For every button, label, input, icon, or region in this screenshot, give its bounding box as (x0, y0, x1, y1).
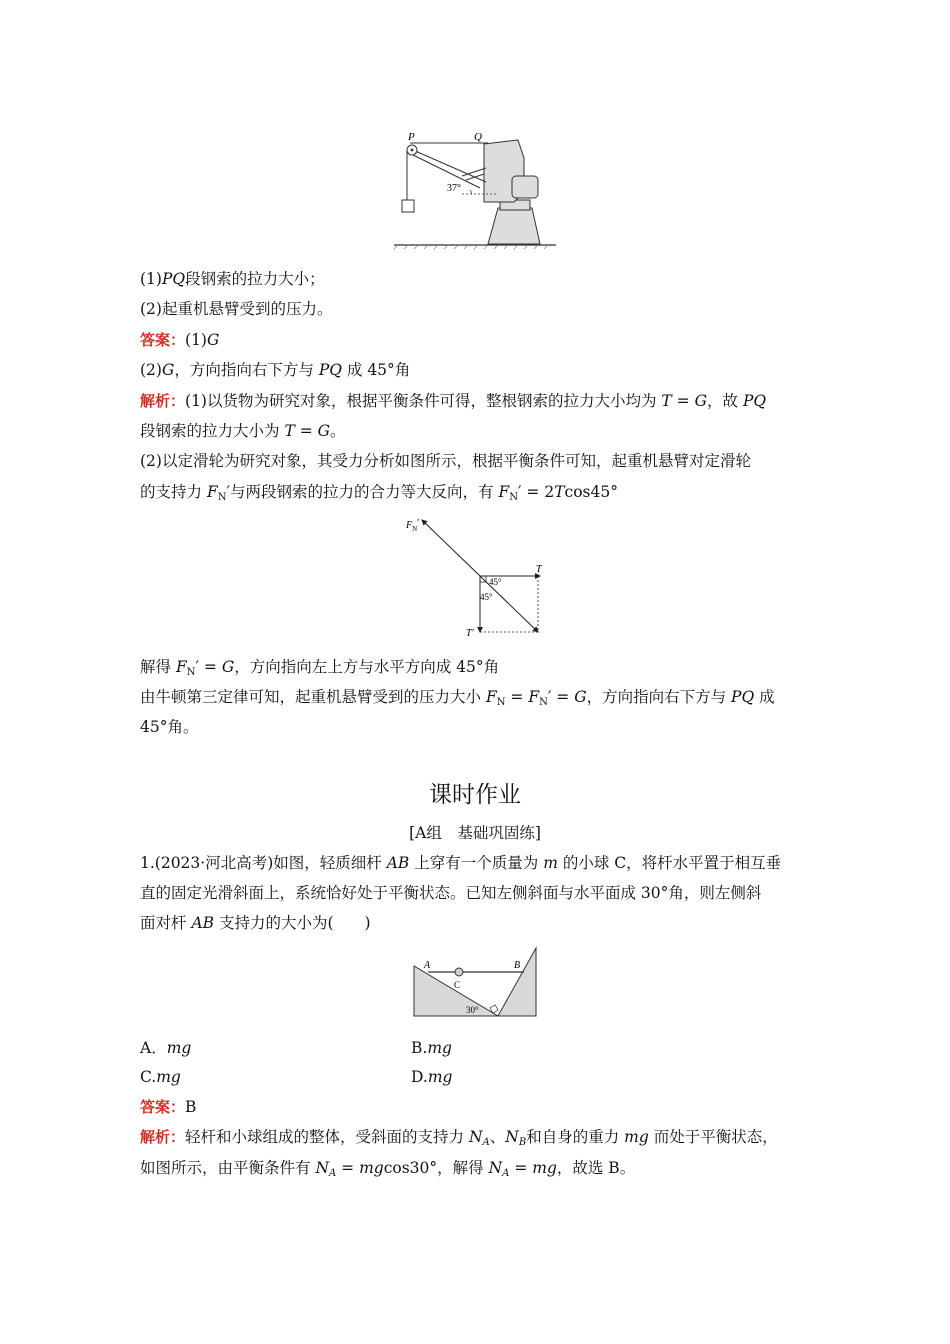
solve-line-2: 由牛顿第三定律可知，起重机悬臂受到的压力大小 $F_N = F_N' = G$，方向指向右下方与 PQ 成 (140, 688, 775, 708)
crane-box (512, 176, 538, 198)
section-subtitle: [A组 基础巩固练] (409, 824, 541, 842)
label-angle: 37° (447, 183, 461, 194)
answer-line-2: (2)G，方向指向右下方与 PQ 成 45°角 (140, 361, 411, 379)
force-diagram (400, 514, 550, 640)
label-a: A (424, 960, 431, 971)
option-c[interactable]: C.mg (140, 1068, 181, 1086)
fn-arrow (422, 520, 480, 576)
solve-line-3: 45°角。 (140, 718, 199, 736)
label-angle-2: 45° (480, 592, 493, 602)
answer-line-1: 答案：(1)G (140, 331, 220, 349)
option-b[interactable]: B.mg (411, 1039, 452, 1057)
analysis-line-3: (2)以定滑轮为研究对象，其受力分析如图所示，根据平衡条件可知，起重机悬臂对定滑轮 (140, 452, 751, 470)
q1-line-3: 面对杆 AB 支持力的大小为( ) (140, 914, 371, 932)
q1-line-2: 直的固定光滑斜面上，系统恰好处于平衡状态。已知左侧斜面与水平面成 30°角，则左侧斜 (140, 884, 762, 902)
option-a[interactable]: A．mg (140, 1039, 192, 1057)
q1-line-1: 1.(2023·河北高考)如图，轻质细杆 AB 上穿有一个质量为 m 的小球 C，将杆水平置于相互垂 (140, 854, 782, 872)
analysis-line-4: 的支持力 $F_N'$与两段钢索的拉力的合力等大反向，有 $F_N' = 2Tcos45^\circ$ (140, 483, 618, 503)
incline-figure (410, 946, 540, 1020)
option-d[interactable]: D.mg (411, 1068, 453, 1086)
crane-figure (390, 128, 560, 250)
label-t-prime: T′ (466, 628, 474, 639)
label-p: P (408, 131, 415, 143)
label-fn: $F_N'$ (406, 518, 420, 533)
analysis-line-1: 解析：(1)以货物为研究对象，根据平衡条件可得，整根钢索的拉力大小均为 T = G，故 PQ (140, 392, 767, 410)
question-part-2: (2)起重机悬臂受到的压力。 (140, 300, 333, 318)
answer2-line: 答案：B (140, 1098, 197, 1116)
right-incline (498, 948, 536, 1016)
solve-line-1: 解得 $F_N' = G$，方向指向左上方与水平方向成 45°角 (140, 658, 500, 678)
angle-arc (470, 190, 471, 194)
load-box (402, 200, 414, 212)
ground-hatch (394, 245, 548, 249)
crane-base (488, 208, 540, 244)
question-part-1: (1)PQ段钢索的拉力大小； (140, 270, 325, 288)
label-30: 30° (466, 1005, 479, 1015)
label-b: B (514, 960, 521, 971)
label-angle-1: 45° (489, 577, 502, 587)
analysis2-line-2: 如图所示，由平衡条件有 $N_A = mgcos30^\circ$，解得 $N_A$ = mg，故选 B。 (140, 1159, 636, 1179)
section-title: 课时作业 (429, 782, 521, 808)
analysis2-line-1: 解析：轻杆和小球组成的整体，受斜面的支持力 $N_A$、$N_B$和自身的重力 mg 而处于平衡状态， (140, 1128, 778, 1148)
analysis-line-2: 段钢索的拉力大小为 T = G。 (140, 422, 346, 440)
label-q: Q (474, 131, 482, 143)
label-c: C (454, 980, 461, 990)
ball-c (455, 968, 463, 976)
label-t: T (536, 564, 542, 575)
